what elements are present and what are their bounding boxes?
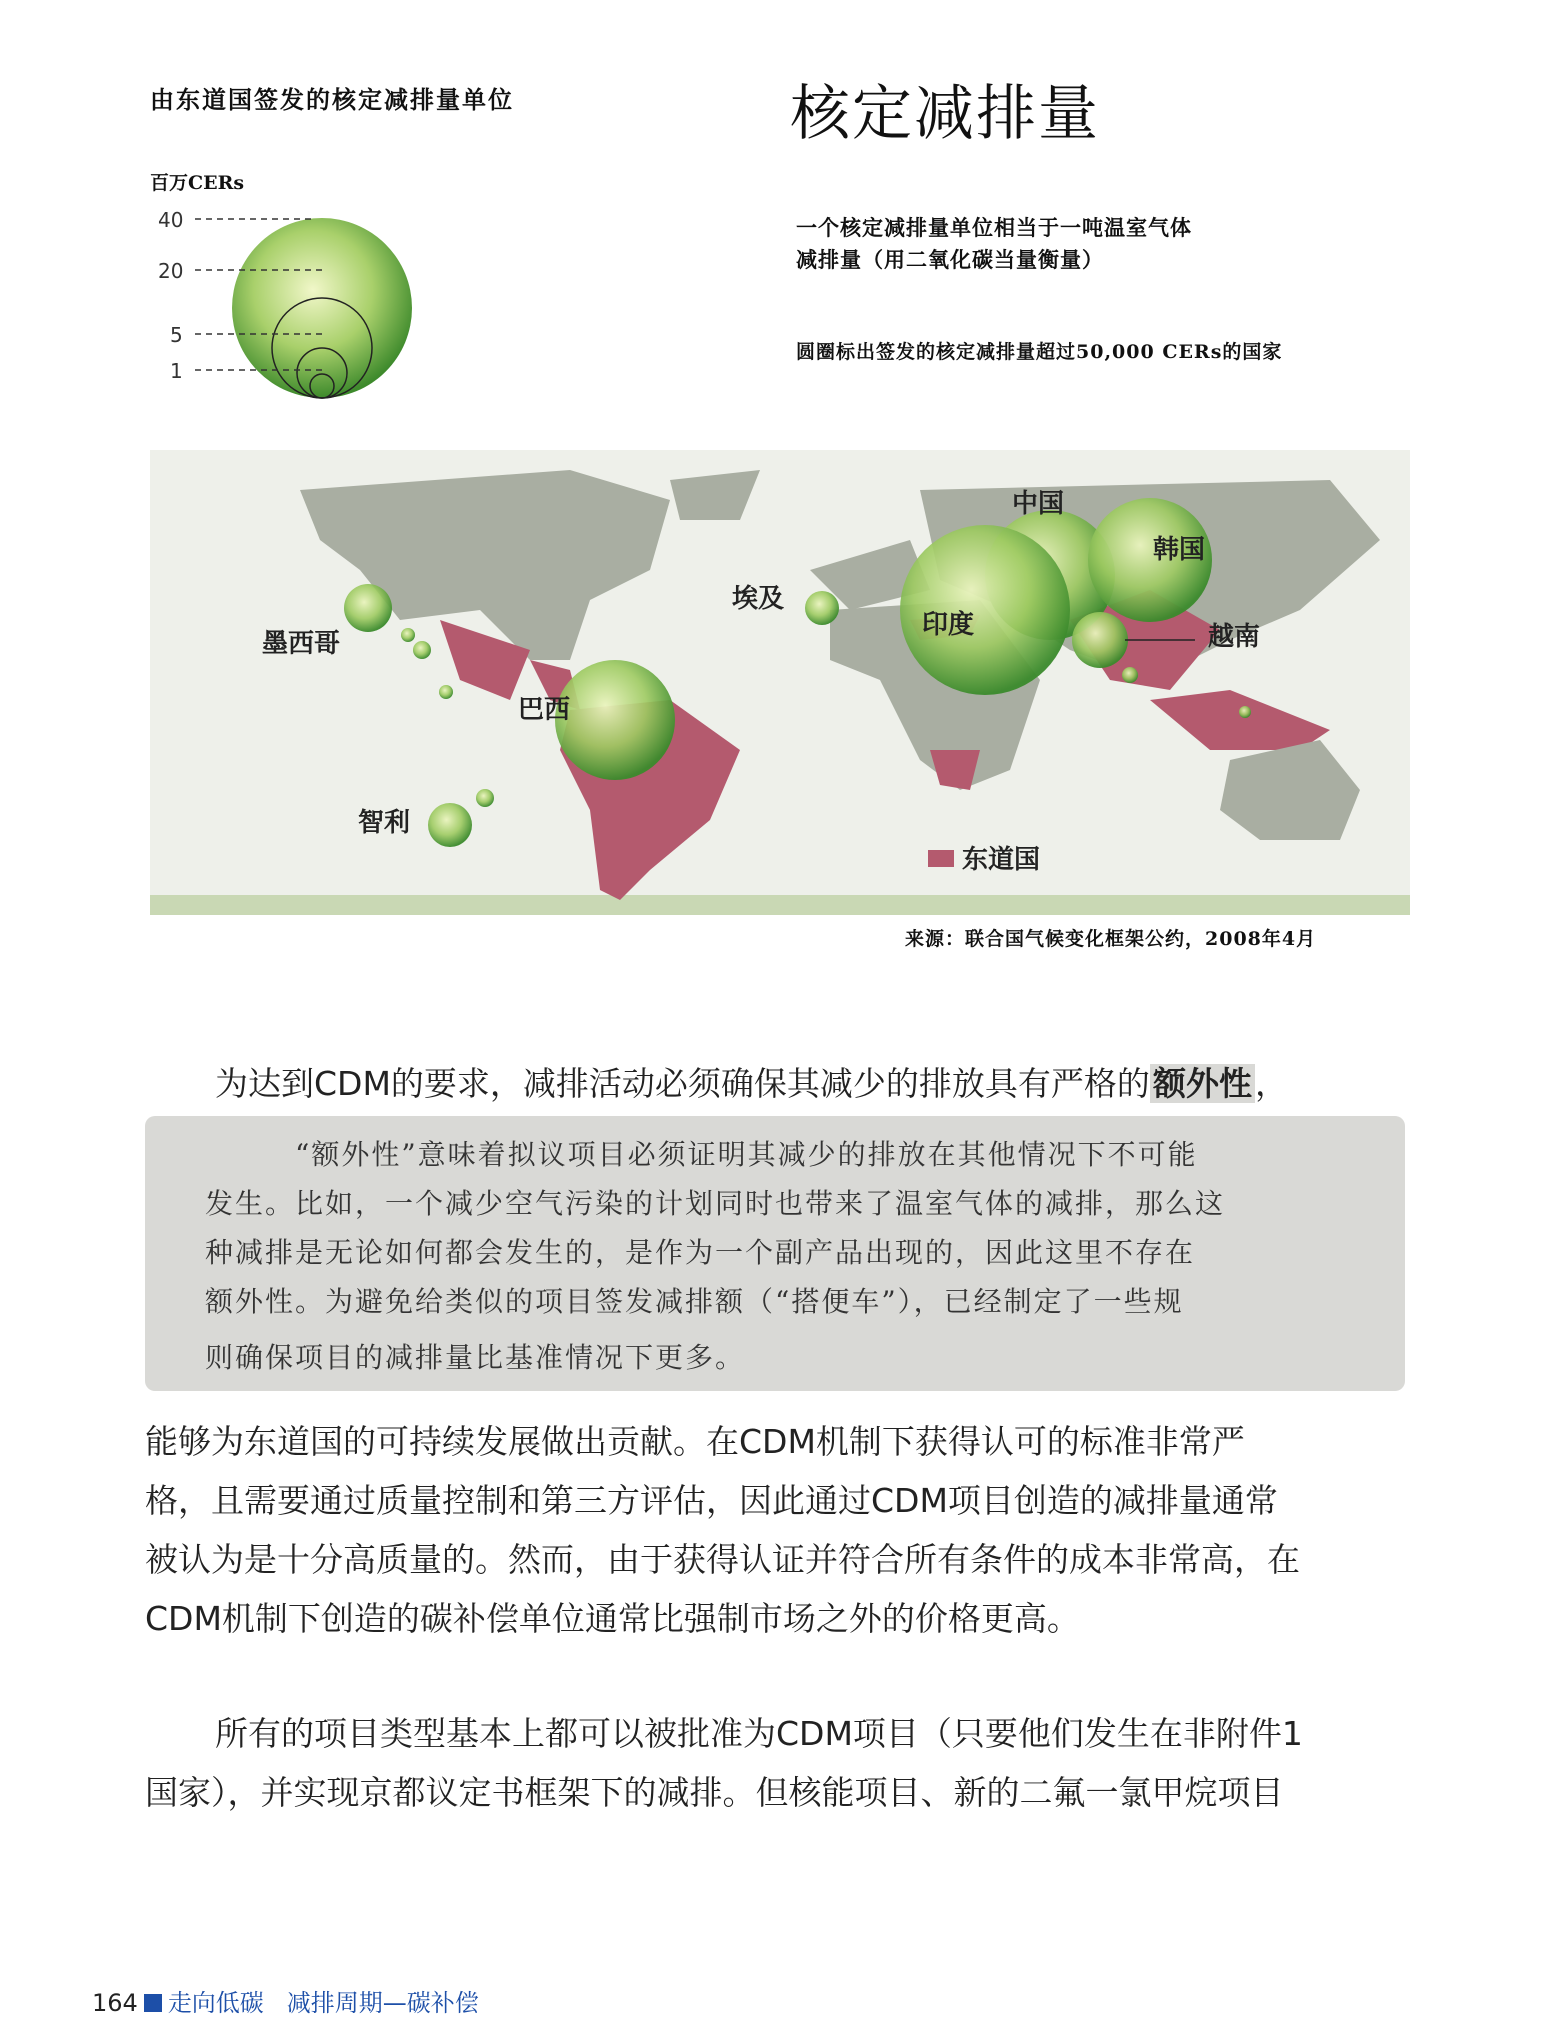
label-chile: 智利 [358, 808, 411, 838]
circle-small [1122, 667, 1138, 683]
label-egypt: 埃及 [732, 584, 785, 614]
tick-5: 5 [170, 323, 183, 347]
label-korea: 韩国 [1153, 535, 1206, 565]
circle-small [439, 685, 453, 699]
circle-small [476, 789, 494, 807]
circle-chile [428, 803, 472, 847]
paragraph-2-line: 国家），并实现京都议定书框架下的减排。但核能项目、新的二氟一氯甲烷项目 [145, 1773, 1284, 1812]
circle-vietnam [1072, 612, 1128, 668]
circle-egypt [805, 591, 839, 625]
legend-host-country: 东道国 [962, 845, 1041, 875]
unit-label: 百万CERs [150, 172, 245, 194]
paragraph-1-line: 被认为是十分高质量的。然而，由于获得认证并符合所有条件的成本非常高，在 [145, 1540, 1300, 1579]
definition-line: 额外性。为避免给类似的项目签发减排额（“搭便车”），已经制定了一些规 [205, 1285, 1184, 1318]
legend-circle-40 [232, 218, 412, 398]
paragraph-1-line: 格，且需要通过质量控制和第三方评估，因此通过CDM项目创造的减排量通常 [145, 1481, 1278, 1520]
chapter-title: 减排周期—碳补偿 [286, 1989, 479, 2017]
tick-40: 40 [158, 208, 184, 232]
circle-small [413, 641, 431, 659]
book-title: 走向低碳 [167, 1989, 264, 2017]
circle-note: 圆圈标出签发的核定减排量超过50,000 CERs的国家 [796, 341, 1283, 363]
square-icon [144, 1994, 162, 2012]
circle-brazil [555, 660, 675, 780]
page-footer [92, 1983, 479, 2018]
circle-small [401, 628, 415, 642]
label-vietnam: 越南 [1208, 622, 1261, 652]
circle-small [1239, 706, 1251, 718]
circle-mexico [344, 584, 392, 632]
label-brazil: 巴西 [518, 695, 571, 725]
label-mexico: 墨西哥 [262, 629, 341, 659]
page-title: 核定减排量 [790, 79, 1100, 149]
map-baseline [150, 895, 1410, 915]
label-india: 印度 [922, 610, 975, 640]
cer-definition: 一个核定减排量单位相当于一吨温室气体 减排量（用二氧化碳当量衡量） [796, 215, 1192, 272]
paragraph-1-line-1: 为达到CDM的要求，减排活动必须确保其减少的排放具有严格的额外性， [215, 1064, 1288, 1103]
definition-line: “额外性”意味着拟议项目必须证明其减少的排放在其他情况下不可能 [295, 1138, 1198, 1171]
definition-line: 种减排是无论如何都会发生的，是作为一个副产品出现的，因此这里不存在 [205, 1236, 1196, 1269]
host-country-swatch [928, 850, 954, 867]
legend-title: 由东道国签发的核定减排量单位 [150, 85, 514, 114]
page-number: 164 [92, 1989, 138, 2017]
label-china: 中国 [1012, 489, 1065, 519]
paragraph-1-line: 能够为东道国的可持续发展做出贡献。在CDM机制下获得认可的标准非常严 [145, 1422, 1245, 1461]
term-additionality: 额外性 [1150, 1064, 1255, 1103]
paragraph-1-line: CDM机制下创造的碳补偿单位通常比强制市场之外的价格更高。 [145, 1599, 1080, 1638]
definition-line: 发生。比如，一个减少空气污染的计划同时也带来了温室气体的减排，那么这 [205, 1187, 1226, 1220]
tick-1: 1 [170, 359, 183, 383]
world-map [150, 450, 1410, 920]
definition-line: 则确保项目的减排量比基准情况下更多。 [205, 1341, 746, 1374]
circle-size-legend [150, 200, 430, 410]
paragraph-2-line: 所有的项目类型基本上都可以被批准为CDM项目（只要他们发生在非附件1 [215, 1714, 1303, 1753]
source-note: 来源：联合国气候变化框架公约，2008年4月 [905, 928, 1317, 950]
tick-20: 20 [158, 259, 184, 283]
